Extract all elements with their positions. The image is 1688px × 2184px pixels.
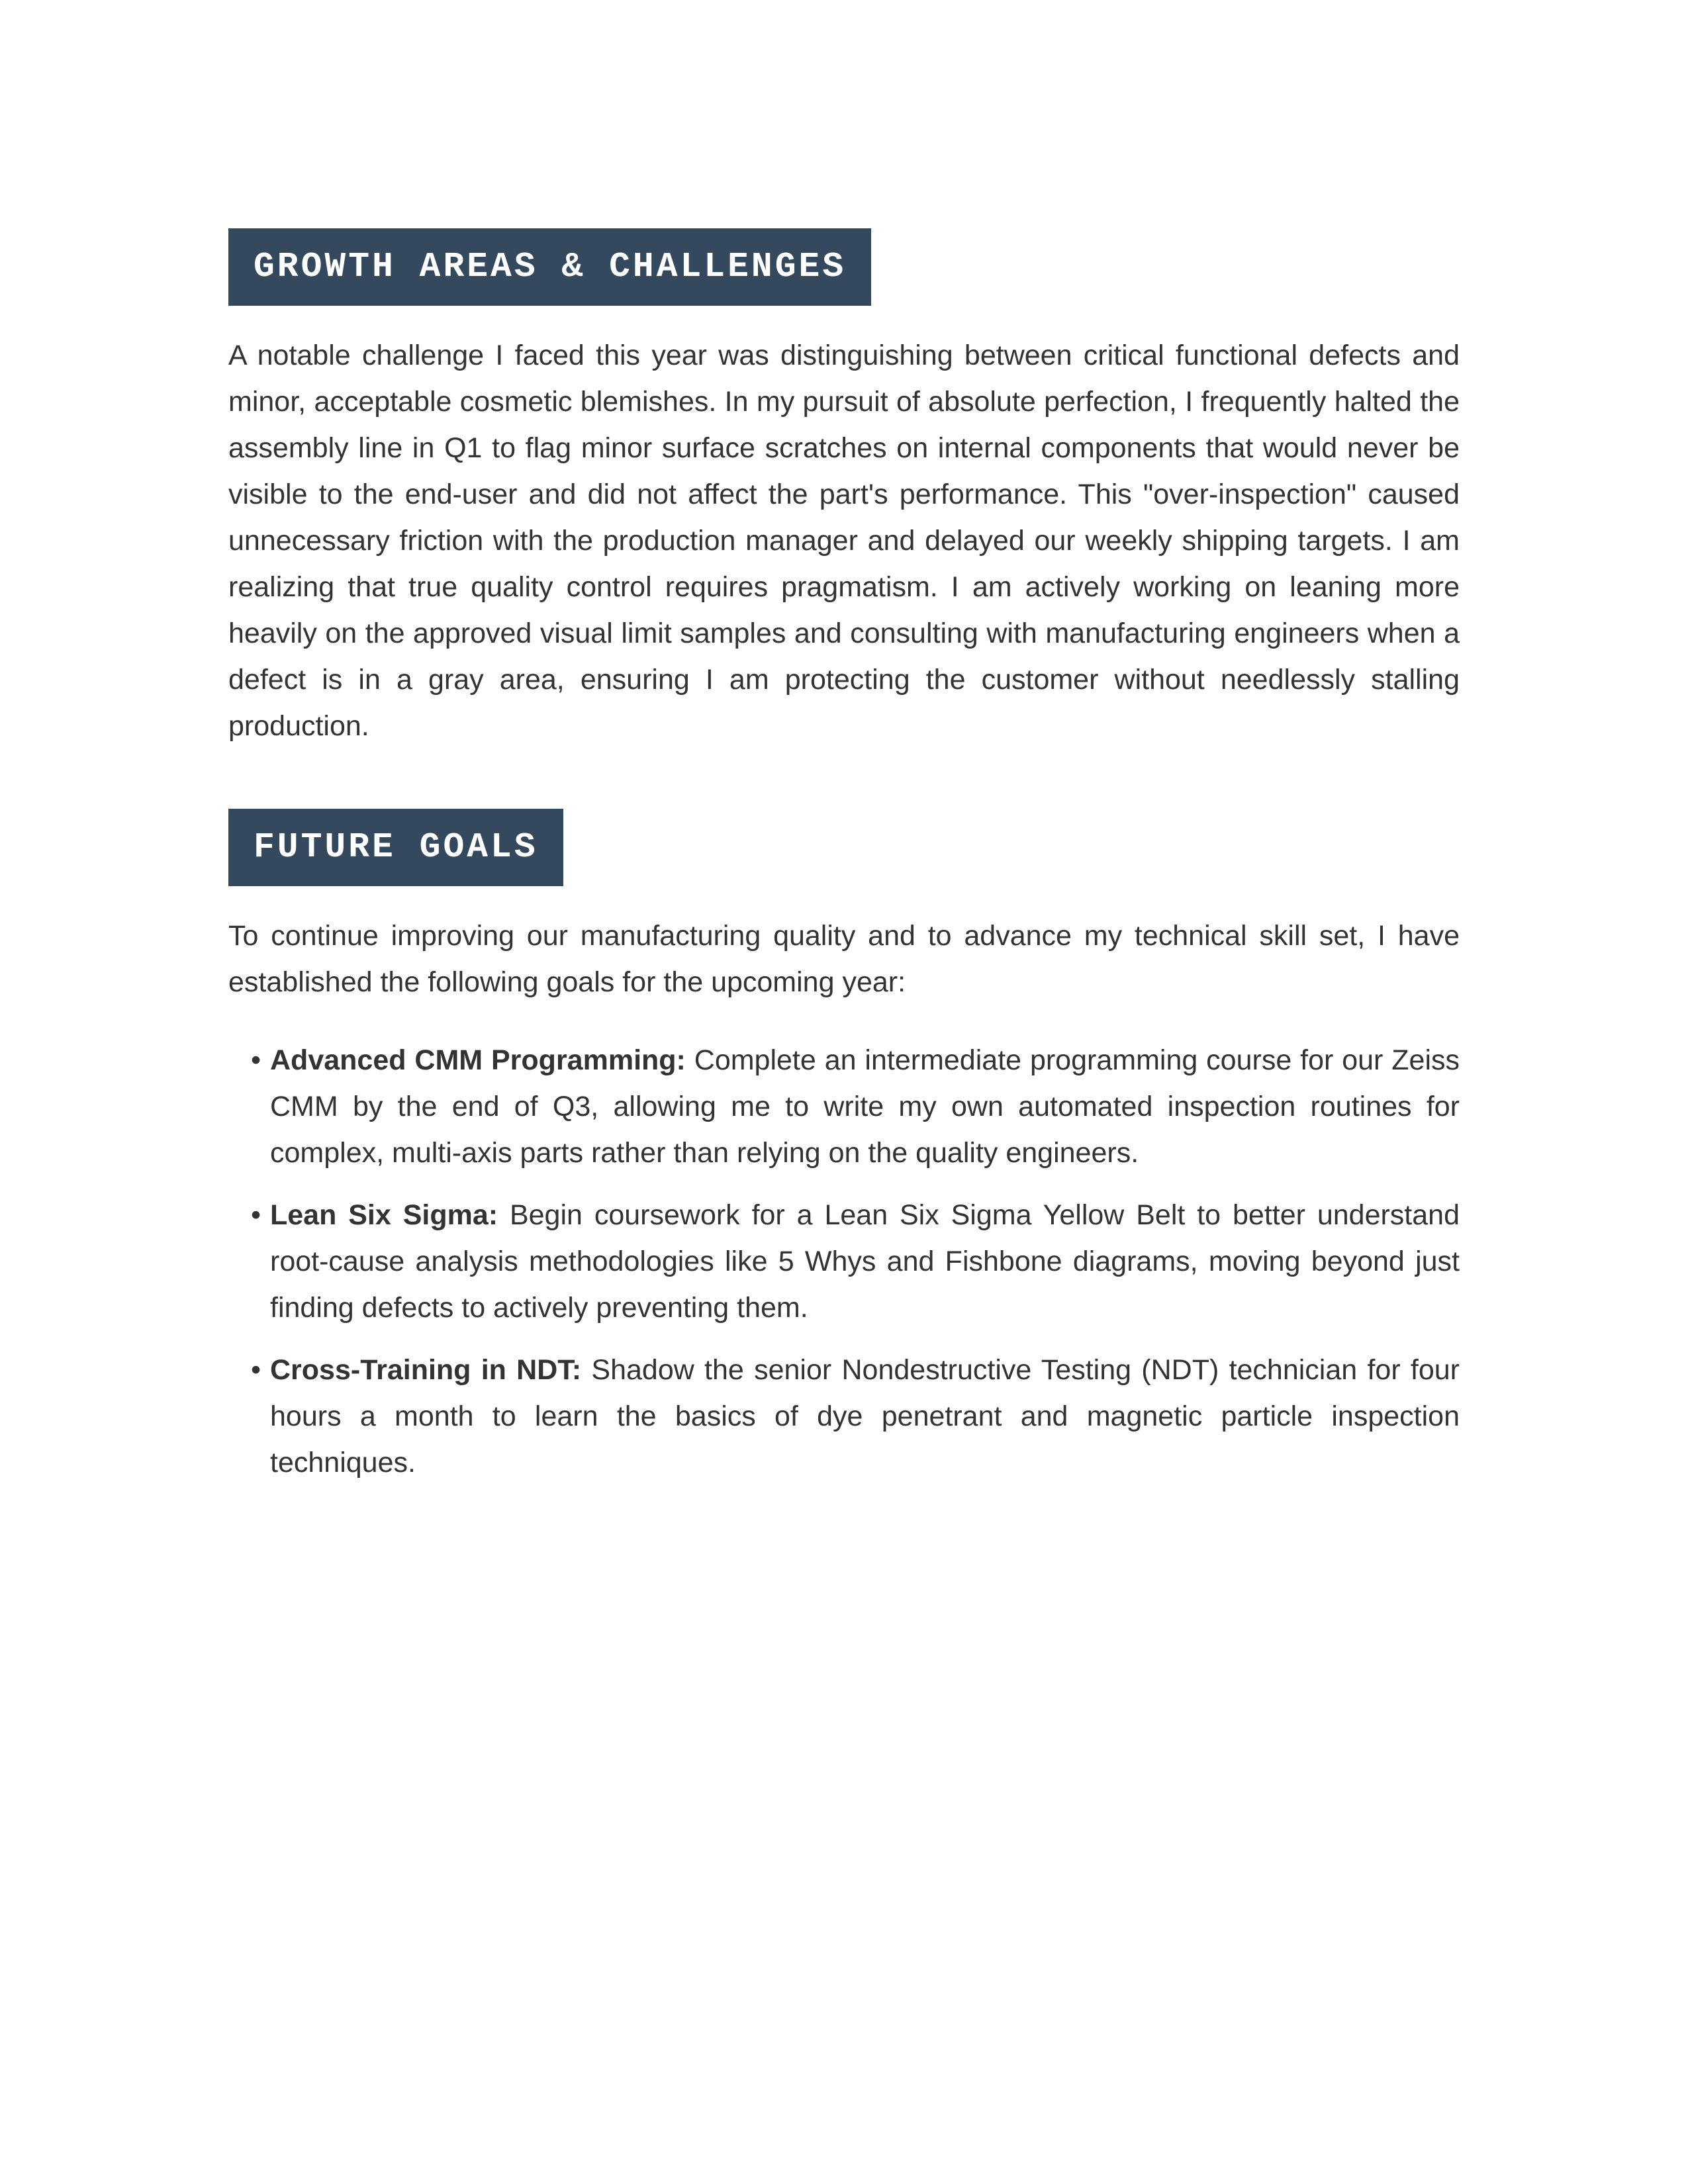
goal-item-six-sigma (228, 1192, 1460, 1331)
future-section (228, 809, 1460, 1486)
goal-item-cmm (228, 1037, 1460, 1176)
future-intro: To continue improving our manufacturing quality and to advance my technical skill set, I have established the following goals for the upcoming year: (228, 920, 1460, 998)
goal-text: Complete an intermediate programming course for our Zeiss CMM by the end of Q3, allowing me to write my own automated inspection routines for complex, multi-axis parts rather than relying on the quality engineers. (270, 1044, 1460, 1169)
bullet-icon: • (251, 1044, 261, 1076)
future-heading: FUTURE GOALS (228, 809, 563, 886)
bullet-icon: • (251, 1199, 261, 1231)
document-page (228, 228, 1460, 1502)
growth-section (228, 228, 1460, 749)
goal-text: Shadow the senior Nondestructive Testing (NDT) technician for four hours a month to learn the basics of dye penetrant and magnetic particle inspection techniques. (270, 1354, 1460, 1479)
goal-text: Begin coursework for a Lean Six Sigma Yellow Belt to better understand root-cause analysis methodologies like 5 Whys and Fishbone diagrams, moving beyond just finding defects to actively preventing them. (270, 1199, 1460, 1324)
growth-paragraph: A notable challenge I faced this year was distinguishing between critical functional defects and minor, acceptable cosmetic blemishes. In my pursuit of absolute perfection, I frequently halted the assembly line in Q1 to flag minor surface scratches on internal components that would never be visible to the end-user and did not affect the part's performance. This "over-inspection" caused unnecessary friction with the production manager and delayed our weekly shipping targets. I am realizing that true quality control requires pragmatism. I am actively working on leaning more heavily on the approved visual limit samples and consulting with manufacturing engineers when a defect is in a gray area, ensuring I am protecting the customer without needlessly stalling production. (228, 340, 1460, 742)
goals-list (228, 1037, 1460, 1486)
bullet-icon: • (251, 1354, 261, 1386)
goal-item-ndt (228, 1347, 1460, 1486)
goal-title: Lean Six Sigma: (270, 1199, 510, 1231)
goal-title: Advanced CMM Programming: (270, 1044, 694, 1076)
goal-title: Cross-Training in NDT: (270, 1354, 592, 1386)
growth-heading: GROWTH AREAS & CHALLENGES (228, 228, 871, 306)
